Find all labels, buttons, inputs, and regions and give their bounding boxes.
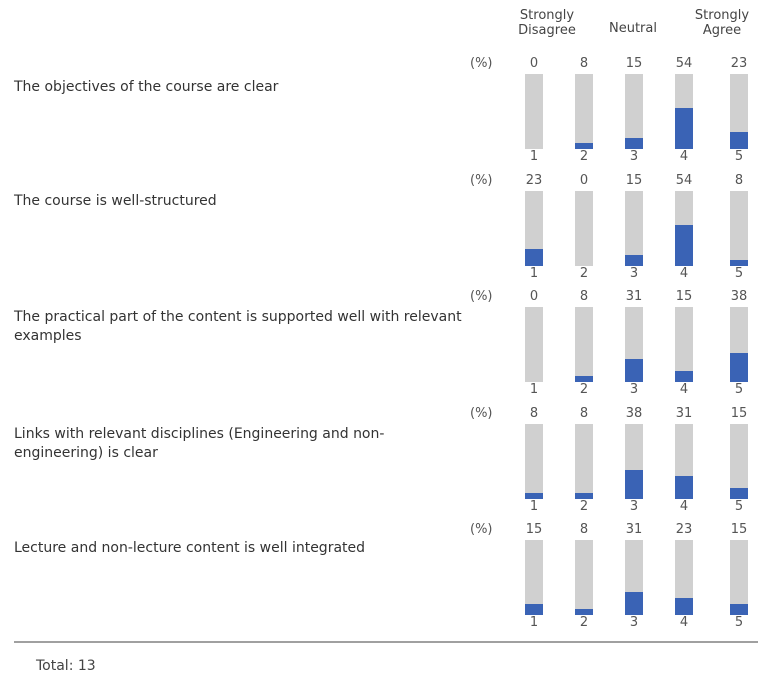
scale-number: 1 bbox=[529, 149, 539, 164]
bar-track bbox=[625, 307, 643, 382]
bar-track bbox=[730, 191, 748, 266]
bar bbox=[730, 488, 748, 499]
percent-label: (%) bbox=[470, 406, 493, 421]
bar bbox=[525, 249, 543, 266]
bar-track bbox=[525, 540, 543, 615]
scale-number: 3 bbox=[629, 615, 639, 630]
scale-number: 4 bbox=[679, 382, 689, 397]
scale-number: 3 bbox=[629, 382, 639, 397]
bar bbox=[675, 598, 693, 615]
scale-number: 4 bbox=[679, 499, 689, 514]
bar-track bbox=[625, 191, 643, 266]
scale-number: 3 bbox=[629, 149, 639, 164]
bar-track bbox=[675, 191, 693, 266]
percent-value: 15 bbox=[730, 406, 748, 421]
percent-value: 8 bbox=[579, 522, 589, 537]
bar-track bbox=[525, 191, 543, 266]
bar bbox=[625, 255, 643, 266]
scale-number: 4 bbox=[679, 149, 689, 164]
scale-number: 1 bbox=[529, 499, 539, 514]
bar-track bbox=[625, 540, 643, 615]
percent-value: 23 bbox=[730, 56, 748, 71]
bar-track bbox=[730, 307, 748, 382]
scale-number: 3 bbox=[629, 499, 639, 514]
percent-value: 15 bbox=[675, 289, 693, 304]
total-count: Total: 13 bbox=[36, 658, 96, 674]
scale-header: Strongly Disagree bbox=[518, 8, 576, 38]
bar bbox=[730, 353, 748, 382]
bar-track bbox=[675, 424, 693, 499]
scale-number: 3 bbox=[629, 266, 639, 281]
percent-value: 8 bbox=[579, 56, 589, 71]
bar bbox=[625, 592, 643, 615]
bottom-divider bbox=[14, 641, 758, 643]
scale-number: 1 bbox=[529, 615, 539, 630]
bar-track bbox=[625, 74, 643, 149]
bar bbox=[525, 604, 543, 615]
bar-track bbox=[575, 74, 593, 149]
percent-value: 23 bbox=[525, 173, 543, 188]
scale-number: 4 bbox=[679, 615, 689, 630]
bar-track bbox=[625, 424, 643, 499]
bar bbox=[730, 604, 748, 615]
bar-track bbox=[575, 191, 593, 266]
bar-track bbox=[525, 74, 543, 149]
bar-track bbox=[730, 424, 748, 499]
percent-value: 15 bbox=[625, 173, 643, 188]
percent-value: 15 bbox=[525, 522, 543, 537]
scale-number: 5 bbox=[734, 499, 744, 514]
scale-number: 2 bbox=[579, 499, 589, 514]
scale-number: 2 bbox=[579, 382, 589, 397]
scale-number: 2 bbox=[579, 615, 589, 630]
question-label: Links with relevant disciplines (Engineering and non-engineering) is clear bbox=[14, 426, 385, 461]
percent-value: 54 bbox=[675, 56, 693, 71]
scale-number: 4 bbox=[679, 266, 689, 281]
percent-value: 54 bbox=[675, 173, 693, 188]
question-label: The objectives of the course are clear bbox=[14, 79, 279, 95]
bar-track bbox=[675, 74, 693, 149]
bar-track bbox=[675, 307, 693, 382]
percent-value: 0 bbox=[579, 173, 589, 188]
percent-value: 0 bbox=[529, 289, 539, 304]
bar-track bbox=[730, 540, 748, 615]
percent-value: 31 bbox=[625, 289, 643, 304]
question-label: The practical part of the content is supported well with relevant examples bbox=[14, 309, 462, 344]
bar-track bbox=[730, 74, 748, 149]
percent-value: 31 bbox=[675, 406, 693, 421]
bar bbox=[675, 476, 693, 499]
scale-header: Neutral bbox=[609, 21, 657, 36]
scale-number: 2 bbox=[579, 266, 589, 281]
bar-track bbox=[575, 540, 593, 615]
percent-value: 23 bbox=[675, 522, 693, 537]
percent-value: 0 bbox=[529, 56, 539, 71]
bar bbox=[625, 470, 643, 499]
scale-number: 5 bbox=[734, 149, 744, 164]
scale-number: 1 bbox=[529, 266, 539, 281]
percent-value: 38 bbox=[730, 289, 748, 304]
scale-number: 1 bbox=[529, 382, 539, 397]
bar bbox=[625, 359, 643, 382]
scale-header: Strongly Agree bbox=[694, 8, 750, 38]
bar-track bbox=[525, 307, 543, 382]
scale-number: 5 bbox=[734, 382, 744, 397]
scale-number: 5 bbox=[734, 615, 744, 630]
percent-label: (%) bbox=[470, 289, 493, 304]
bar bbox=[730, 132, 748, 149]
bar-track bbox=[575, 424, 593, 499]
bar-track bbox=[575, 307, 593, 382]
bar bbox=[675, 108, 693, 149]
percent-value: 8 bbox=[579, 289, 589, 304]
percent-value: 15 bbox=[730, 522, 748, 537]
percent-value: 15 bbox=[625, 56, 643, 71]
percent-value: 8 bbox=[579, 406, 589, 421]
scale-number: 2 bbox=[579, 149, 589, 164]
percent-label: (%) bbox=[470, 522, 493, 537]
bar-track bbox=[675, 540, 693, 615]
percent-value: 31 bbox=[625, 522, 643, 537]
percent-value: 8 bbox=[734, 173, 744, 188]
percent-label: (%) bbox=[470, 173, 493, 188]
bar-track bbox=[525, 424, 543, 499]
percent-label: (%) bbox=[470, 56, 493, 71]
percent-value: 38 bbox=[625, 406, 643, 421]
bar bbox=[625, 138, 643, 149]
scale-number: 5 bbox=[734, 266, 744, 281]
bar bbox=[675, 225, 693, 266]
question-label: The course is well-structured bbox=[14, 193, 217, 209]
question-label: Lecture and non-lecture content is well integrated bbox=[14, 540, 366, 556]
percent-value: 8 bbox=[529, 406, 539, 421]
bar bbox=[675, 371, 693, 382]
